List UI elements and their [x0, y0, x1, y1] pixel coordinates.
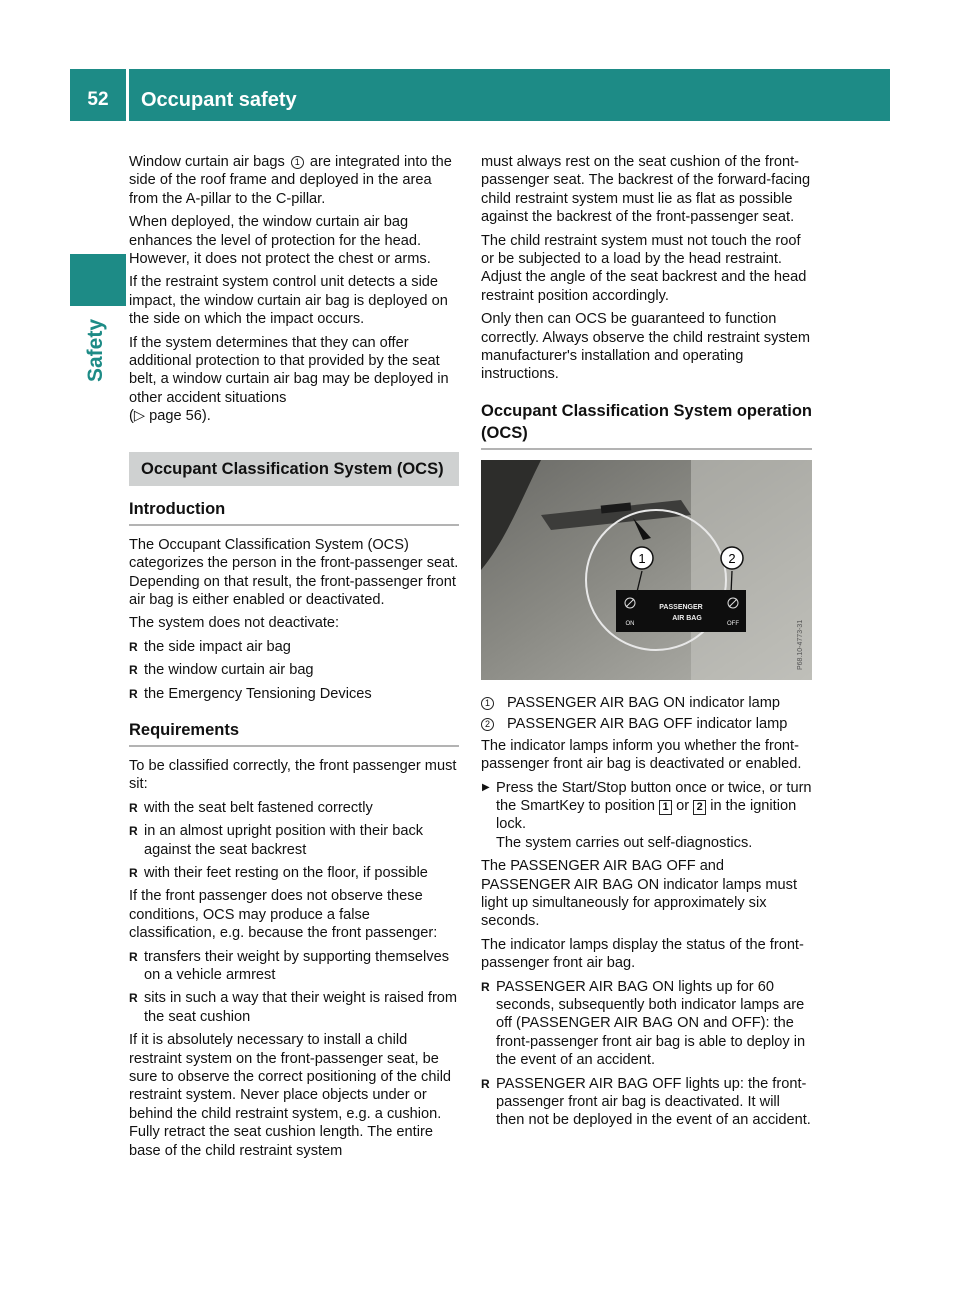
svg-text:2: 2: [728, 550, 736, 566]
subheading-introduction: Introduction: [129, 498, 459, 526]
paragraph: Window curtain air bags 1 are integrated into the side of the roof frame and deployed in the area from the A-pillar to the C-pillar.: [129, 154, 452, 207]
list-item: R PASSENGER AIR BAG ON lights up for 60 seconds, subsequently both indicator lamps are off (PASSENGER AIR BAG ON and OFF): the front-passenger front air bag is able to deploy in the event of an accident.: [481, 978, 812, 1070]
paragraph: The child restraint system must not touch the roof or be subjected to a load by the head restraint. Adjust the angle of the seat backrest and the head restraint position accordingly.: [481, 232, 807, 304]
paragraph: If the restraint system control unit detects a side impact, the window curtain air bag is deployed on the side on which the impact occurs.: [129, 274, 448, 328]
subheading-ocs-operation: Occupant Classification System operation (OCS): [481, 400, 812, 450]
legend-item: 2 PASSENGER AIR BAG OFF indicator lamp: [481, 715, 812, 733]
key-position-2: 2: [693, 800, 706, 815]
paragraph: The system does not deactivate:: [129, 615, 340, 632]
panel-on-label: ON: [625, 620, 635, 627]
action-result: The system carries out self-diagnostics.: [496, 834, 753, 851]
list-item: R PASSENGER AIR BAG OFF lights up: the front-passenger front air bag is deactivated. It will then not be deployed in the event of an accident.: [481, 1075, 812, 1130]
panel-line-2: AIR BAG: [672, 614, 702, 622]
callout-marker: 1: [291, 156, 304, 169]
list-item: R in an almost upright position with their back against the seat backrest: [129, 822, 459, 859]
list-item: R sits in such a way that their weight is raised from the seat cushion: [129, 989, 459, 1026]
paragraph: The indicator lamps inform you whether the front-passenger front air bag is deactivated or enabled.: [481, 737, 802, 773]
page-section-title: Occupant safety: [141, 89, 297, 111]
ocs-indicator-photo: [481, 460, 812, 680]
page-reference-link[interactable]: (▷ page 56).: [129, 408, 211, 425]
subheading-requirements: Requirements: [129, 719, 459, 747]
side-tab-label: Safety: [84, 318, 107, 382]
paragraph: The Occupant Classification System (OCS) categorizes the person in the front-passenger seat. Depending on that result, the front-passenger front air bag is either enabled or deactivated.: [129, 536, 459, 608]
section-heading: Occupant Classification System (OCS): [129, 452, 459, 486]
paragraph: Only then can OCS be guaranteed to function correctly. Always observe the child restraint system manufacturer's installation and operating instructions.: [481, 311, 811, 383]
paragraph: If the front passenger does not observe these conditions, OCS may produce a false classification, e.g. because the front passenger:: [129, 888, 438, 942]
side-tab-marker: [70, 254, 126, 306]
paragraph: The indicator lamps display the status of the front-passenger front air bag.: [481, 936, 804, 972]
left-column: [129, 153, 459, 1165]
list-item: R transfers their weight by supporting themselves on a vehicle armrest: [129, 948, 459, 985]
paragraph: must always rest on the seat cushion of the front-passenger seat. The backrest of the forward-facing child restraint system must lie as flat as possible against the backrest of the front-passenger seat.: [481, 154, 811, 226]
header-divider: [126, 69, 129, 121]
panel-line-1: PASSENGER: [659, 603, 703, 611]
page-number: 52: [87, 89, 109, 110]
list-item: R the side impact air bag: [129, 638, 459, 656]
legend-item: 1 PASSENGER AIR BAG ON indicator lamp: [481, 694, 812, 712]
svg-text:1: 1: [638, 550, 646, 566]
list-item: R the Emergency Tensioning Devices: [129, 685, 459, 703]
callout-marker: 2: [481, 718, 494, 731]
paragraph: The PASSENGER AIR BAG OFF and PASSENGER AIR BAG ON indicator lamps must light up simultaneously for approximately six seconds.: [481, 858, 798, 930]
paragraph: If it is absolutely necessary to install a child restraint system on the front-passenger seat, be sure to observe the correct positioning of the child restraint system. Never place objects under or behind the child restraint system, e.g. a cushion. Fully retract the seat cushion length. The entire base of the child restraint system: [129, 1032, 452, 1159]
action-step: ▶ Press the Start/Stop button once or twice, or turn the SmartKey to position 1 or 2 in the ignition lock. The system carries out self-diagnostics.: [481, 779, 812, 853]
list-item: R with the seat belt fastened correctly: [129, 799, 459, 817]
right-column: [481, 153, 812, 1135]
list-item: R with their feet resting on the floor, if possible: [129, 864, 459, 882]
seat-area: [691, 460, 812, 680]
panel-off-label: OFF: [727, 620, 739, 627]
callout-marker: 1: [481, 697, 494, 710]
paragraph: If the system determines that they can offer additional protection to that provided by the seat belt, a window curtain air bag may be deployed in other accident situations (▷ page 56).: [129, 334, 449, 425]
list-item: R the window curtain air bag: [129, 661, 459, 679]
paragraph: To be classified correctly, the front passenger must sit:: [129, 757, 457, 793]
figure-code: P68.10-4773-31: [797, 619, 804, 670]
key-position-1: 1: [659, 800, 672, 815]
paragraph: When deployed, the window curtain air bag enhances the level of protection for the head. However, it does not protect the chest or arms.: [129, 214, 431, 268]
